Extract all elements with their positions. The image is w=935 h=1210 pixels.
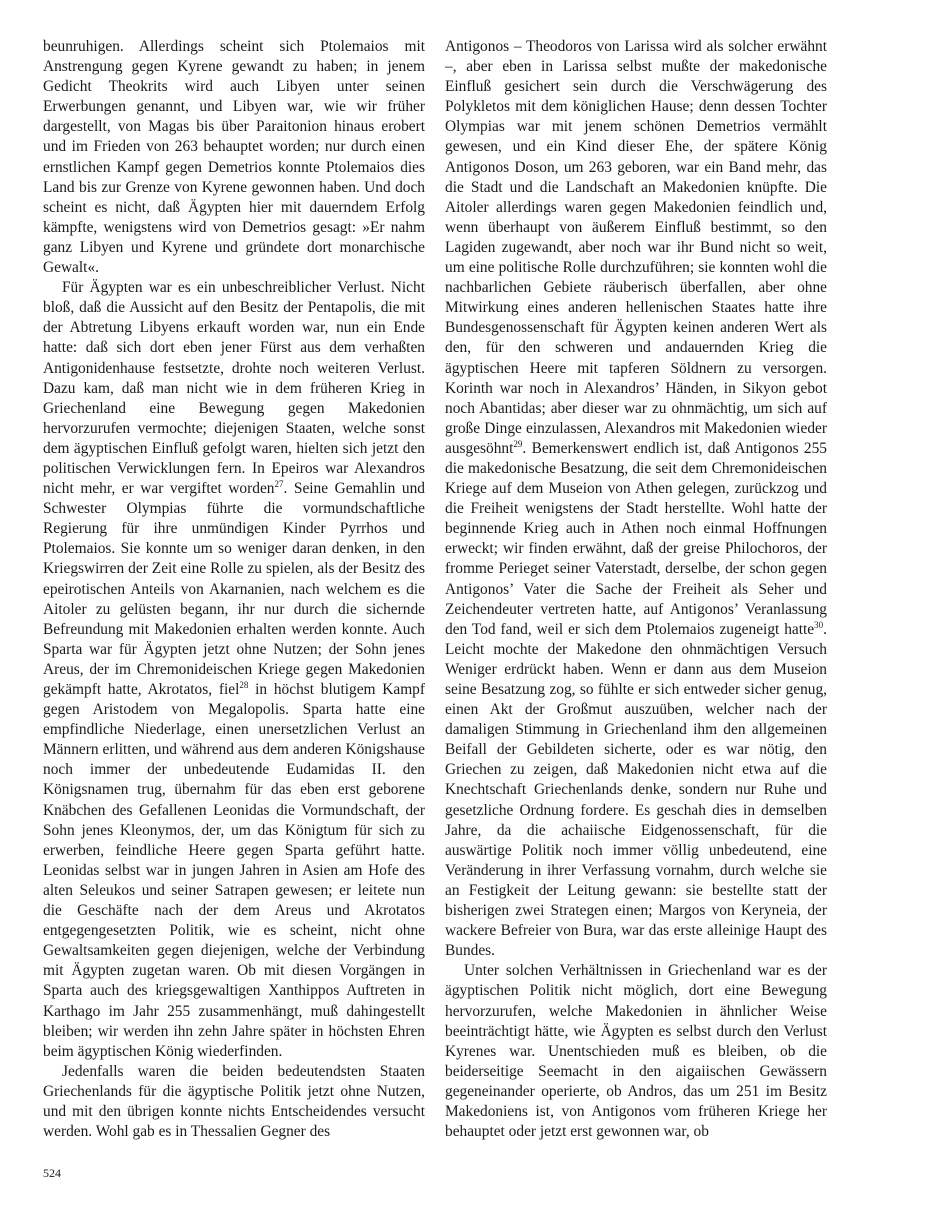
left-column bbox=[43, 37, 425, 1142]
text-run: . Seine Gemahlin und Schwester Olympias führte die vormundschaftliche Regierung für ihre unmündigen Kinder Pyrrhos und Ptolemaios. Sie konnte um so weniger daran denken, in den Kriegswirren der Zeit eine Rolle zu spielen, als der Besitz des epeirotischen Anteils von Akarnanien, nach welchem es die Aitoler zu gelüsten begann, ihr nur durch die sichernde Befreundung mit Makedonien erhalten werden konnte. Auch Sparta war für Ägypten jetzt ohne Nutzen; der Sohn jenes Areus, der im Chremonideischen Kriege gegen Makedonien gekämpft hatte, Akrotatos, fiel bbox=[43, 480, 425, 698]
footnote-ref-28[interactable]: 28 bbox=[239, 679, 249, 690]
paragraph bbox=[43, 278, 425, 1062]
text-run: . Leicht mochte der Makedone den ohnmächtigen Versuch Weniger erdrückt haben. Wenn er dann aus dem Museion seine Besatzung zog, so fühlte er sich entweder sicher genug, einen Akt der Großmut auszuüben, welcher nach der damaligen Stimmung in Griechenland ihm den allgemeinen Beifall der Gebildeten sicherte, oder es war nötig, den Griechen zu zeigen, daß Makedonien nicht etwa auf die Knechtschaft Griechenlands denke, sondern nur Ruhe und gesetzliche Ordnung fordere. Es geschah dies in demselben Jahre, da die achaiische Eidgenossenschaft, für die auswärtige Politik noch immer völlig unbedeutend, eine Veränderung in ihrer Verfassung vornahm, durch welche sie an Festigkeit der Leitung gewann: sie bestellte statt der bisherigen zwei Strategen einen; Margos von Keryneia, der wackere Befreier von Bura, war das erste alleinige Haupt des Bundes. bbox=[445, 620, 827, 960]
text-run: . Bemerkenswert endlich ist, daß Antigonos 255 die makedonische Besatzung, die seit dem Chremonideischen Kriege auf dem Museion von Athen gelegen, zurückzog und die Freiheit wenigstens der Stadt herstellte. Wohl hatte der beginnende Krieg auch in Athen noch einmal Hoffnungen erweckt; wir finden erwähnt, daß der greise Philochoros, der fromme Perieget seiner Vaterstadt, derselbe, der schon gegen Antigonos’ Vater die Sache der Freiheit als Seher und Zeichendeuter vertreten hatte, auf Antigonos’ Veranlassung den Tod fand, weil er sich dem Ptolemaios zugeneigt hatte bbox=[445, 439, 827, 638]
footnote-ref-27[interactable]: 27 bbox=[274, 478, 284, 489]
text-run: Für Ägypten war es ein unbeschreiblicher Verlust. Nicht bloß, daß die Aussicht auf den Besitz der Pentapolis, die mit der Abtretung Libyens erkauft worden war, nun ein Ende hatte: daß sich dort eben jener Fürst aus dem verhaßten Antigonidenhause festsetzte, drohte noch weiteren Verlust. Dazu kam, daß man nicht wie in dem früheren Krieg in Griechenland eine Bewegung gegen Makedonien hervorzurufen vermochte; diejenigen Staaten, welche sonst dem ägyptischen Einfluß gefolgt waren, hielten sich jetzt den politischen Verwicklungen fern. In Epeiros war Alexandros nicht mehr, er war vergiftet worden bbox=[43, 279, 425, 498]
paragraph: Unter solchen Verhältnissen in Griechenland war es der ägyptischen Politik nicht möglich, dort eine Bewegung hervorzurufen, welche Makedonien in ähnlicher Weise beeinträchtigt hätte, wie Ägypten es selbst durch den Verlust Kyrenes war. Unentschieden muß es bleiben, ob die beiderseitige Seemacht in den aigaiischen Gewässern gegeneinander operierte, ob Andros, das um 251 im Besitz Makedoniens ist, von Antigonos vom früheren Kriege her behauptet oder jetzt erst gewonnen war, ob bbox=[445, 962, 827, 1141]
text-run: in höchst blutigem Kampf gegen Aristodem von Megalopolis. Sparta hatte eine empfindliche Niederlage, einen unersetzlichen Verlust an Männern erlitten, und während aus dem anderen Königshause noch immer der unbedeutende Eudamidas II. den Königsnamen trug, übernahm für das eben erst geborene Knäbchen des Gefallenen Leonidas die Vormundschaft, der Sohn jenes Kleonymos, der, um das Königtum für sich zu erwerben, feindliche Heere gegen Sparta geführt hatte. Leonidas selbst war in jungen Jahren in Asien am Hofe des alten Seleukos und seiner Satrapen gewesen; er leitete nun die Geschäfte nach der dem Areus und Akrotatos entgegengesetzten Politik, wie es scheint, nicht ohne Gewaltsamkeiten gegen diejenigen, welche der Verbindung mit Ägypten zugetan waren. Ob mit diesen Vorgängen in Sparta auch des kriegsgewaltigen Xanthippos Auftreten in Karthago im Jahr 255 zusammenhängt, muß dahingestellt bleiben; wir werden ihn zehn Jahre später in höchsten Ehren beim ägyptischen König wiederfinden. bbox=[43, 681, 425, 1060]
footnote-ref-29[interactable]: 29 bbox=[513, 438, 523, 449]
right-column bbox=[445, 37, 827, 1142]
text-run: Antigonos – Theodoros von Larissa wird als solcher erwähnt –, aber eben in Larissa selbst mußte der makedonische Einfluß gesichert sein durch die Verschwägerung des Polykletos mit dem königlichen Hause; denn dessen Tochter Olympias war mit jenem schönen Demetrios vermählt gewesen, und ein Kind dieser Ehe, der spätere König Antigonos Doson, um 263 geboren, war ein Band mehr, das die Stadt und die Landschaft an Makedonien knüpfte. Die Aitoler allerdings waren gegen Makedonien feindlich und, wenn überhaupt von äußerem Einfluß bestimmt, so den Lagiden zugewandt, aber noch war ihr Bund nicht so weit, um eine politische Rolle durchzuführen; sie konnten wohl die nachbarlichen Gebiete räuberisch überfallen, aber ohne Mitwirkung eines anderen hellenischen Staates hatte ihre Bundesgenossenschaft für Ägypten keinen anderen Wert als den, für den schweren und andauernden Krieg die ägyptischen Heere mit tapferen Söldnern zu versorgen. Korinth war noch in Alexandros’ Händen, in Sikyon gebot noch Abantidas; aber dieser war zu ohnmächtig, um sich auf große Dinge einzulassen, Alexandros mit Makedonien wieder ausgesöhnt bbox=[445, 38, 827, 457]
footnote-ref-30[interactable]: 30 bbox=[814, 619, 824, 630]
paragraph: beunruhigen. Allerdings scheint sich Ptolemaios mit Anstrengung gegen Kyrene gewandt zu haben; in jenem Gedicht Theokrits wird auch Libyen unter seinen Erwerbungen genannt, und Libyen war, wie wir früher dargestellt, von Magas bis über Paraitonion hinaus erobert und im Frieden von 263 behauptet worden; nur durch einen ernstlichen Kampf gegen Demetrios konnte Ptolemaios dies Land bis zur Grenze von Kyrene gewonnen haben. Und doch scheint es nicht, daß Ägypten hier mit dauerndem Erfolg kämpfte, wenigstens wird von Demetrios gesagt: »Er nahm ganz Libyen und Kyrene und gründete dort monarchische Gewalt«. bbox=[43, 38, 425, 277]
page-number: 524 bbox=[43, 1166, 61, 1180]
paragraph bbox=[445, 37, 827, 961]
paragraph: Jedenfalls waren die beiden bedeutendsten Staaten Griechenlands für die ägyptische Politik jetzt ohne Nutzen, und mit den übrigen konnte nichts Entscheidendes versucht werden. Wohl gab es in Thessalien Gegner des bbox=[43, 1062, 425, 1141]
